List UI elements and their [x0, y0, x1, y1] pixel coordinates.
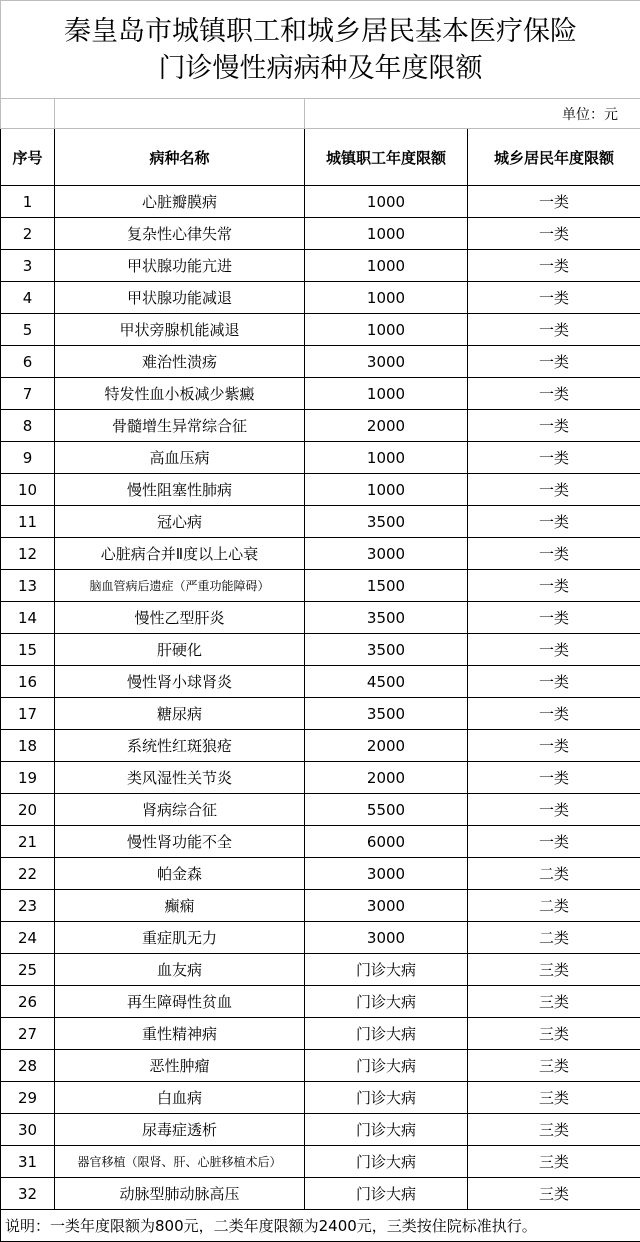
table-row — [1, 218, 640, 250]
row-resident-quota: 一类 — [468, 474, 640, 506]
table-row — [1, 1178, 640, 1210]
row-resident-quota: 一类 — [468, 602, 640, 634]
row-resident-quota: 三类 — [468, 1082, 640, 1114]
table-row — [1, 250, 640, 282]
row-index: 16 — [1, 666, 55, 698]
row-index: 19 — [1, 762, 55, 794]
row-disease-name: 类风湿性关节炎 — [55, 762, 305, 794]
row-resident-quota: 二类 — [468, 890, 640, 922]
table-row — [1, 826, 640, 858]
row-disease-name: 帕金森 — [55, 858, 305, 890]
table-row — [1, 602, 640, 634]
row-disease-name: 重症肌无力 — [55, 922, 305, 954]
row-employee-quota: 2000 — [305, 410, 468, 442]
row-employee-quota: 2000 — [305, 730, 468, 762]
row-resident-quota: 一类 — [468, 666, 640, 698]
row-index: 25 — [1, 954, 55, 986]
table-row — [1, 282, 640, 314]
row-employee-quota: 3500 — [305, 634, 468, 666]
row-disease-name: 重性精神病 — [55, 1018, 305, 1050]
row-disease-name: 癫痫 — [55, 890, 305, 922]
row-index: 3 — [1, 250, 55, 282]
row-resident-quota: 一类 — [468, 282, 640, 314]
row-resident-quota: 一类 — [468, 442, 640, 474]
row-disease-name: 肝硬化 — [55, 634, 305, 666]
row-index: 20 — [1, 794, 55, 826]
row-disease-name: 恶性肿瘤 — [55, 1050, 305, 1082]
row-disease-name: 肾病综合征 — [55, 794, 305, 826]
row-index: 9 — [1, 442, 55, 474]
row-employee-quota: 门诊大病 — [305, 1178, 468, 1210]
row-employee-quota: 1000 — [305, 442, 468, 474]
row-disease-name: 慢性肾小球肾炎 — [55, 666, 305, 698]
row-resident-quota: 一类 — [468, 762, 640, 794]
table-row — [1, 986, 640, 1018]
table-row — [1, 858, 640, 890]
row-resident-quota: 一类 — [468, 186, 640, 218]
row-employee-quota: 门诊大病 — [305, 1018, 468, 1050]
row-resident-quota: 一类 — [468, 634, 640, 666]
table-row — [1, 1114, 640, 1146]
row-disease-name: 动脉型肺动脉高压 — [55, 1178, 305, 1210]
row-employee-quota: 3500 — [305, 506, 468, 538]
row-disease-name: 慢性乙型肝炎 — [55, 602, 305, 634]
row-employee-quota: 门诊大病 — [305, 1050, 468, 1082]
unit-label: 单位：元 — [305, 99, 640, 129]
row-disease-name: 难治性溃疡 — [55, 346, 305, 378]
table-row — [1, 762, 640, 794]
row-resident-quota: 二类 — [468, 922, 640, 954]
row-index: 4 — [1, 282, 55, 314]
row-disease-name: 脑血管病后遗症（严重功能障碍） — [55, 570, 305, 602]
row-employee-quota: 5500 — [305, 794, 468, 826]
row-employee-quota: 4500 — [305, 666, 468, 698]
row-index: 22 — [1, 858, 55, 890]
row-index: 27 — [1, 1018, 55, 1050]
row-disease-name: 系统性红斑狼疮 — [55, 730, 305, 762]
row-index: 26 — [1, 986, 55, 1018]
row-employee-quota: 1500 — [305, 570, 468, 602]
row-resident-quota: 一类 — [468, 410, 640, 442]
row-disease-name: 血友病 — [55, 954, 305, 986]
table-row — [1, 410, 640, 442]
table-row — [1, 794, 640, 826]
row-employee-quota: 1000 — [305, 474, 468, 506]
table-row — [1, 634, 640, 666]
row-employee-quota: 3500 — [305, 698, 468, 730]
row-resident-quota: 一类 — [468, 218, 640, 250]
row-index: 31 — [1, 1146, 55, 1178]
row-disease-name: 慢性阻塞性肺病 — [55, 474, 305, 506]
row-resident-quota: 一类 — [468, 730, 640, 762]
row-resident-quota: 一类 — [468, 538, 640, 570]
row-index: 5 — [1, 314, 55, 346]
row-disease-name: 糖尿病 — [55, 698, 305, 730]
row-employee-quota: 1000 — [305, 378, 468, 410]
row-employee-quota: 6000 — [305, 826, 468, 858]
title-line-2: 门诊慢性病病种及年度限额 — [1, 50, 640, 87]
row-resident-quota: 三类 — [468, 1114, 640, 1146]
table-row — [1, 666, 640, 698]
row-index: 7 — [1, 378, 55, 410]
table-row — [1, 1082, 640, 1114]
row-index: 17 — [1, 698, 55, 730]
row-index: 32 — [1, 1178, 55, 1210]
row-index: 11 — [1, 506, 55, 538]
row-disease-name: 复杂性心律失常 — [55, 218, 305, 250]
table-row — [1, 890, 640, 922]
row-disease-name: 骨髓增生异常综合征 — [55, 410, 305, 442]
row-resident-quota: 一类 — [468, 250, 640, 282]
row-disease-name: 甲状腺功能亢进 — [55, 250, 305, 282]
row-resident-quota: 一类 — [468, 346, 640, 378]
row-disease-name: 白血病 — [55, 1082, 305, 1114]
row-index: 18 — [1, 730, 55, 762]
row-index: 2 — [1, 218, 55, 250]
title-line-1: 秦皇岛市城镇职工和城乡居民基本医疗保险 — [1, 13, 640, 50]
table-row — [1, 1018, 640, 1050]
row-employee-quota: 3500 — [305, 602, 468, 634]
row-resident-quota: 二类 — [468, 858, 640, 890]
row-index: 13 — [1, 570, 55, 602]
table-row — [1, 538, 640, 570]
row-disease-name: 再生障碍性贫血 — [55, 986, 305, 1018]
row-employee-quota: 3000 — [305, 890, 468, 922]
row-index: 14 — [1, 602, 55, 634]
row-index: 10 — [1, 474, 55, 506]
row-disease-name: 尿毒症透析 — [55, 1114, 305, 1146]
row-index: 8 — [1, 410, 55, 442]
row-resident-quota: 一类 — [468, 794, 640, 826]
table-row — [1, 314, 640, 346]
table-row — [1, 1146, 640, 1178]
row-employee-quota: 门诊大病 — [305, 1146, 468, 1178]
table-row — [1, 346, 640, 378]
row-employee-quota: 1000 — [305, 314, 468, 346]
header-disease: 病种名称 — [55, 129, 305, 186]
row-disease-name: 慢性肾功能不全 — [55, 826, 305, 858]
row-index: 6 — [1, 346, 55, 378]
header-urban-rural-resident: 城乡居民年度限额 — [468, 129, 640, 186]
row-resident-quota: 一类 — [468, 698, 640, 730]
table-row — [1, 954, 640, 986]
table-row — [1, 1050, 640, 1082]
row-disease-name: 冠心病 — [55, 506, 305, 538]
footnote: 说明：一类年度限额为800元，二类年度限额为2400元，三类按住院标准执行。 — [1, 1210, 640, 1242]
row-resident-quota: 一类 — [468, 314, 640, 346]
row-resident-quota: 三类 — [468, 1050, 640, 1082]
row-resident-quota: 一类 — [468, 506, 640, 538]
header-index: 序号 — [1, 129, 55, 186]
row-disease-name: 甲状腺功能减退 — [55, 282, 305, 314]
row-disease-name: 甲状旁腺机能减退 — [55, 314, 305, 346]
table-row — [1, 474, 640, 506]
row-index: 29 — [1, 1082, 55, 1114]
row-disease-name: 高血压病 — [55, 442, 305, 474]
row-resident-quota: 三类 — [468, 1178, 640, 1210]
row-disease-name: 心脏病合并Ⅱ度以上心衰 — [55, 538, 305, 570]
row-resident-quota: 三类 — [468, 1018, 640, 1050]
row-disease-name: 特发性血小板减少紫癜 — [55, 378, 305, 410]
row-index: 21 — [1, 826, 55, 858]
row-employee-quota: 门诊大病 — [305, 1114, 468, 1146]
table-row — [1, 570, 640, 602]
document-title — [1, 1, 640, 99]
row-employee-quota: 3000 — [305, 346, 468, 378]
row-resident-quota: 三类 — [468, 1146, 640, 1178]
row-resident-quota: 一类 — [468, 378, 640, 410]
row-resident-quota: 三类 — [468, 954, 640, 986]
row-employee-quota: 3000 — [305, 858, 468, 890]
row-index: 30 — [1, 1114, 55, 1146]
table-row — [1, 442, 640, 474]
row-employee-quota: 1000 — [305, 250, 468, 282]
row-index: 12 — [1, 538, 55, 570]
row-index: 23 — [1, 890, 55, 922]
table-row — [1, 378, 640, 410]
table-header-row — [1, 129, 640, 186]
row-employee-quota: 3000 — [305, 922, 468, 954]
table-row — [1, 186, 640, 218]
row-disease-name: 器官移植（限肾、肝、心脏移植术后） — [55, 1146, 305, 1178]
row-index: 24 — [1, 922, 55, 954]
row-employee-quota: 1000 — [305, 218, 468, 250]
row-index: 15 — [1, 634, 55, 666]
row-employee-quota: 1000 — [305, 282, 468, 314]
row-resident-quota: 一类 — [468, 826, 640, 858]
header-urban-employee: 城镇职工年度限额 — [305, 129, 468, 186]
table-row — [1, 698, 640, 730]
row-resident-quota: 一类 — [468, 570, 640, 602]
row-employee-quota: 门诊大病 — [305, 954, 468, 986]
row-employee-quota: 1000 — [305, 186, 468, 218]
table-row — [1, 730, 640, 762]
row-disease-name: 心脏瓣膜病 — [55, 186, 305, 218]
row-employee-quota: 门诊大病 — [305, 986, 468, 1018]
row-resident-quota: 三类 — [468, 986, 640, 1018]
table-row — [1, 922, 640, 954]
row-employee-quota: 门诊大病 — [305, 1082, 468, 1114]
row-employee-quota: 3000 — [305, 538, 468, 570]
row-employee-quota: 2000 — [305, 762, 468, 794]
table-row — [1, 506, 640, 538]
row-index: 1 — [1, 186, 55, 218]
row-index: 28 — [1, 1050, 55, 1082]
